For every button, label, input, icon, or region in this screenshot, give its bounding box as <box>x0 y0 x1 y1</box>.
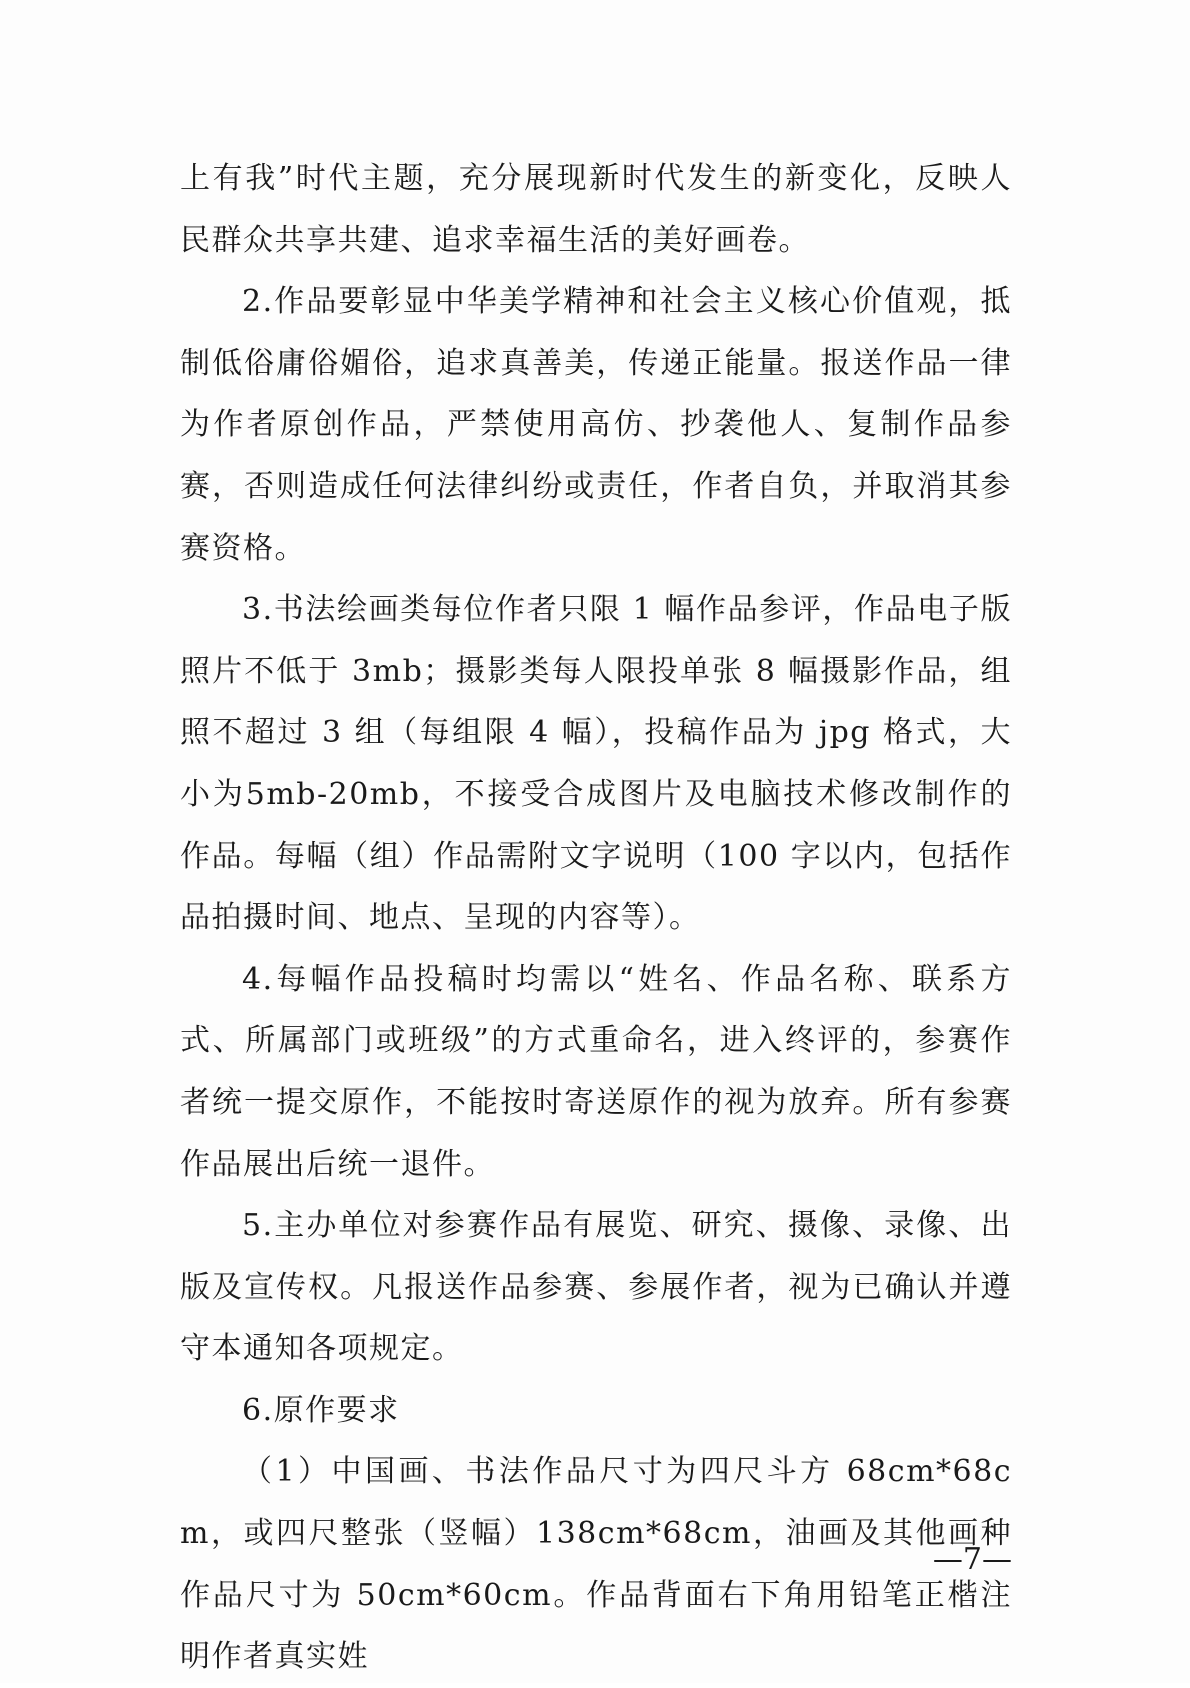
document-body <box>180 148 1012 1688</box>
paragraph-item-3: 3.书法绘画类每位作者只限 1 幅作品参评，作品电子版照片不低于 3mb；摄影类每人限投单张 8 幅摄影作品，组照不超过 3 组（每组限 4 幅），投稿作品为 jpg 格式，大小为5mb-20mb，不接受合成图片及电脑技术修改制作的作品。每幅（组）作品需附文字说明（100 字以内，包括作品拍摄时间、地点、呈现的内容等）。 <box>180 592 1012 936</box>
paragraph-item-6-1: （1）中国画、书法作品尺寸为四尺斗方 68cm*68cm，或四尺整张（竖幅）138cm*68cm，油画及其他画种作品尺寸为 50cm*60cm。作品背面右下角用铅笔正楷注明作者真实姓 <box>180 1454 1012 1675</box>
paragraph-continuation: 上有我”时代主题，充分展现新时代发生的新变化，反映人民群众共享共建、追求幸福生活的美好画卷。 <box>180 161 1012 258</box>
paragraph-item-2: 2.作品要彰显中华美学精神和社会主义核心价值观，抵制低俗庸俗媚俗，追求真善美，传递正能量。报送作品一律为作者原创作品，严禁使用高仿、抄袭他人、复制作品参赛，否则造成任何法律纠纷或责任，作者自负，并取消其参赛资格。 <box>180 284 1012 566</box>
page-number: —7— <box>932 1542 1012 1577</box>
paragraph-item-4: 4.每幅作品投稿时均需以“姓名、作品名称、联系方式、所属部门或班级”的方式重命名，进入终评的，参赛作者统一提交原作，不能按时寄送原作的视为放弃。所有参赛作品展出后统一退件。 <box>180 961 1012 1182</box>
paragraph-item-6: 6.原作要求 <box>242 1392 400 1428</box>
paragraph-item-5: 5.主办单位对参赛作品有展览、研究、摄像、录像、出版及宣传权。凡报送作品参赛、参展作者，视为已确认并遵守本通知各项规定。 <box>180 1208 1012 1367</box>
